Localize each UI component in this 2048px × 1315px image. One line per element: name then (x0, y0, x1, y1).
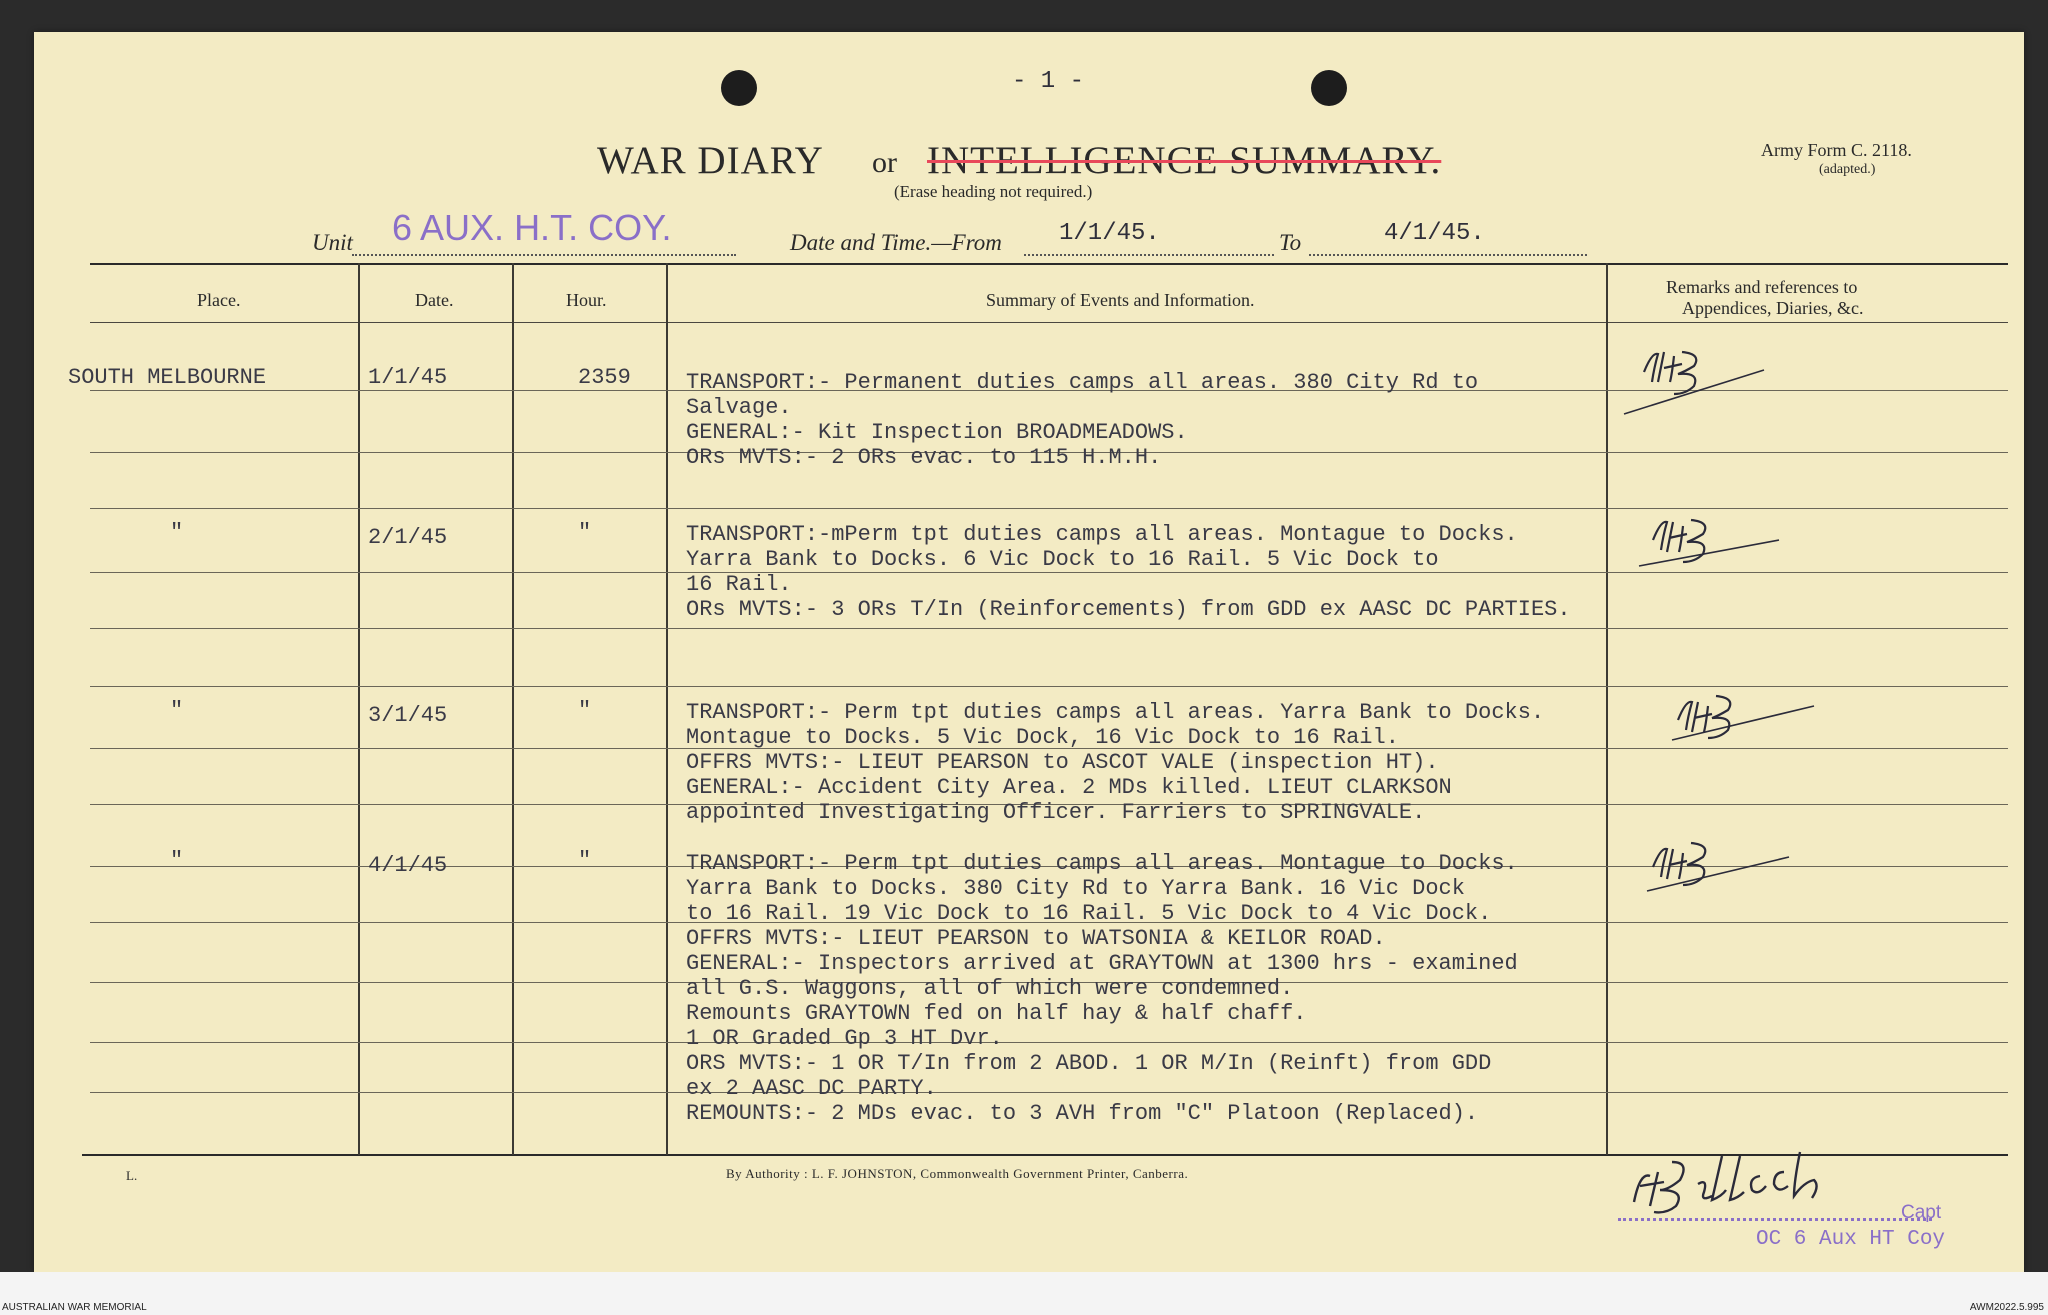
punch-hole-left (721, 70, 757, 106)
entry-line: OFFRS MVTS:- LIEUT PEARSON to ASCOT VALE (inspection HT). (686, 750, 1439, 775)
entry-hour: 2359 (578, 365, 631, 390)
date-from-value: 1/1/45. (1059, 220, 1160, 247)
position-stamp: OC 6 Aux HT Coy (1756, 1228, 1946, 1251)
entry-line: Yarra Bank to Docks. 6 Vic Dock to 16 Rail. 5 Vic Dock to (686, 547, 1439, 572)
army-form-adapted: (adapted.) (1819, 162, 1876, 177)
to-dotted-line (1309, 254, 1587, 256)
entry-date: 1/1/45 (368, 365, 448, 390)
entry-line: ORS MVTS:- 1 OR T/In from 2 ABOD. 1 OR M/In (Reinft) from GDD (686, 1051, 1492, 1076)
entry-line: Salvage. (686, 395, 792, 420)
diary-sheet (34, 32, 2024, 1272)
entry-line: TRANSPORT:- Perm tpt duties camps all areas. Yarra Bank to Docks. (686, 700, 1545, 725)
entry-line: 1 OR Graded Gp 3 HT Dvr. (686, 1026, 1003, 1051)
punch-hole-right (1311, 70, 1347, 106)
initials-signature (1664, 680, 1844, 765)
entry-line: Remounts GRAYTOWN fed on half hay & half chaff. (686, 1001, 1307, 1026)
archive-name: AUSTRALIAN WAR MEMORIAL (2, 1302, 147, 1313)
entry-line: TRANSPORT:- Perm tpt duties camps all areas. Montague to Docks. (686, 851, 1518, 876)
erase-note: (Erase heading not required.) (894, 182, 1093, 201)
col-header-summary: Summary of Events and Information. (986, 290, 1255, 310)
entry-line: appointed Investigating Officer. Farriers to SPRINGVALE. (686, 800, 1426, 825)
col-divider-place (358, 263, 360, 1155)
entry-line: REMOUNTS:- 2 MDs evac. to 3 AVH from "C" Platoon (Replaced). (686, 1101, 1479, 1126)
col-header-date: Date. (415, 290, 454, 310)
entry-line: TRANSPORT:- Permanent duties camps all areas. 380 City Rd to (686, 370, 1479, 395)
entry-line: to 16 Rail. 19 Vic Dock to 16 Rail. 5 Vic Dock to 4 Vic Dock. (686, 901, 1492, 926)
unit-label: Unit (312, 230, 353, 255)
initials-signature (1624, 332, 1804, 417)
initials-signature (1639, 502, 1819, 587)
rank-stamp: Capt (1901, 1202, 1942, 1223)
date-time-label: Date and Time.—From (790, 230, 1002, 255)
unit-stamp: 6 AUX. H.T. COY. (392, 207, 672, 248)
entry-line: all G.S. Waggons, all of which were condemned. (686, 976, 1294, 1001)
entry-hour: " (578, 520, 592, 545)
col-header-place: Place. (197, 290, 241, 310)
entry-hour: " (578, 848, 592, 873)
col-divider-summary (1606, 263, 1608, 1155)
unit-dotted-line (352, 254, 736, 256)
entry-line: ORs MVTS:- 2 ORs evac. to 115 H.M.H. (686, 445, 1162, 470)
date-to-value: 4/1/45. (1384, 220, 1485, 247)
entry-place: SOUTH MELBOURNE (68, 365, 267, 390)
entry-date: 2/1/45 (368, 525, 448, 550)
initials-signature (1639, 827, 1819, 912)
signature-dotted-line (1618, 1218, 1932, 1221)
col-divider-date (512, 263, 514, 1155)
title-or: or (872, 146, 897, 179)
table-top-border (90, 263, 2008, 265)
archive-bar (0, 1272, 2048, 1315)
title-war-diary: WAR DIARY (597, 139, 824, 182)
page-number: - 1 - (1012, 68, 1085, 95)
from-dotted-line (1024, 254, 1274, 256)
entry-line: Montague to Docks. 5 Vic Dock, 16 Vic Dock to 16 Rail. (686, 725, 1399, 750)
entry-line: GENERAL:- Accident City Area. 2 MDs killed. LIEUT CLARKSON (686, 775, 1452, 800)
date-to-label: To (1279, 230, 1302, 255)
entry-place: " (170, 848, 184, 873)
entry-line: 16 Rail. (686, 572, 792, 597)
title-intelligence-summary: INTELLIGENCE SUMMARY. (927, 139, 1442, 182)
entry-line: GENERAL:- Inspectors arrived at GRAYTOWN at 1300 hrs - examined (686, 951, 1518, 976)
entry-line: ex 2 AASC DC PARTY. (686, 1076, 937, 1101)
entry-place: " (170, 520, 184, 545)
col-header-remarks-1: Remarks and references to (1666, 277, 1858, 297)
entry-place: " (170, 698, 184, 723)
entry-date: 3/1/45 (368, 703, 448, 728)
commander-signature (1614, 1142, 1914, 1237)
header-row-divider (90, 322, 2008, 323)
form-code: L. (126, 1168, 138, 1183)
archive-id: AWM2022.5.995 (1969, 1302, 2044, 1313)
entry-line: Yarra Bank to Docks. 380 City Rd to Yarra Bank. 16 Vic Dock (686, 876, 1465, 901)
army-form-label: Army Form C. 2118. (1761, 140, 1912, 160)
entry-line: TRANSPORT:-mPerm tpt duties camps all areas. Montague to Docks. (686, 522, 1518, 547)
entry-line: ORs MVTS:- 3 ORs T/In (Reinforcements) from GDD ex AASC DC PARTIES. (686, 597, 1571, 622)
printer-authority: By Authority : L. F. JOHNSTON, Commonwealth Government Printer, Canberra. (726, 1166, 1189, 1181)
entry-hour: " (578, 698, 592, 723)
col-header-remarks-2: Appendices, Diaries, &c. (1682, 298, 1864, 318)
entry-line: OFFRS MVTS:- LIEUT PEARSON to WATSONIA & KEILOR ROAD. (686, 926, 1386, 951)
entry-date: 4/1/45 (368, 853, 448, 878)
col-header-hour: Hour. (566, 290, 607, 310)
entry-line: GENERAL:- Kit Inspection BROADMEADOWS. (686, 420, 1188, 445)
col-divider-hour (666, 263, 668, 1155)
